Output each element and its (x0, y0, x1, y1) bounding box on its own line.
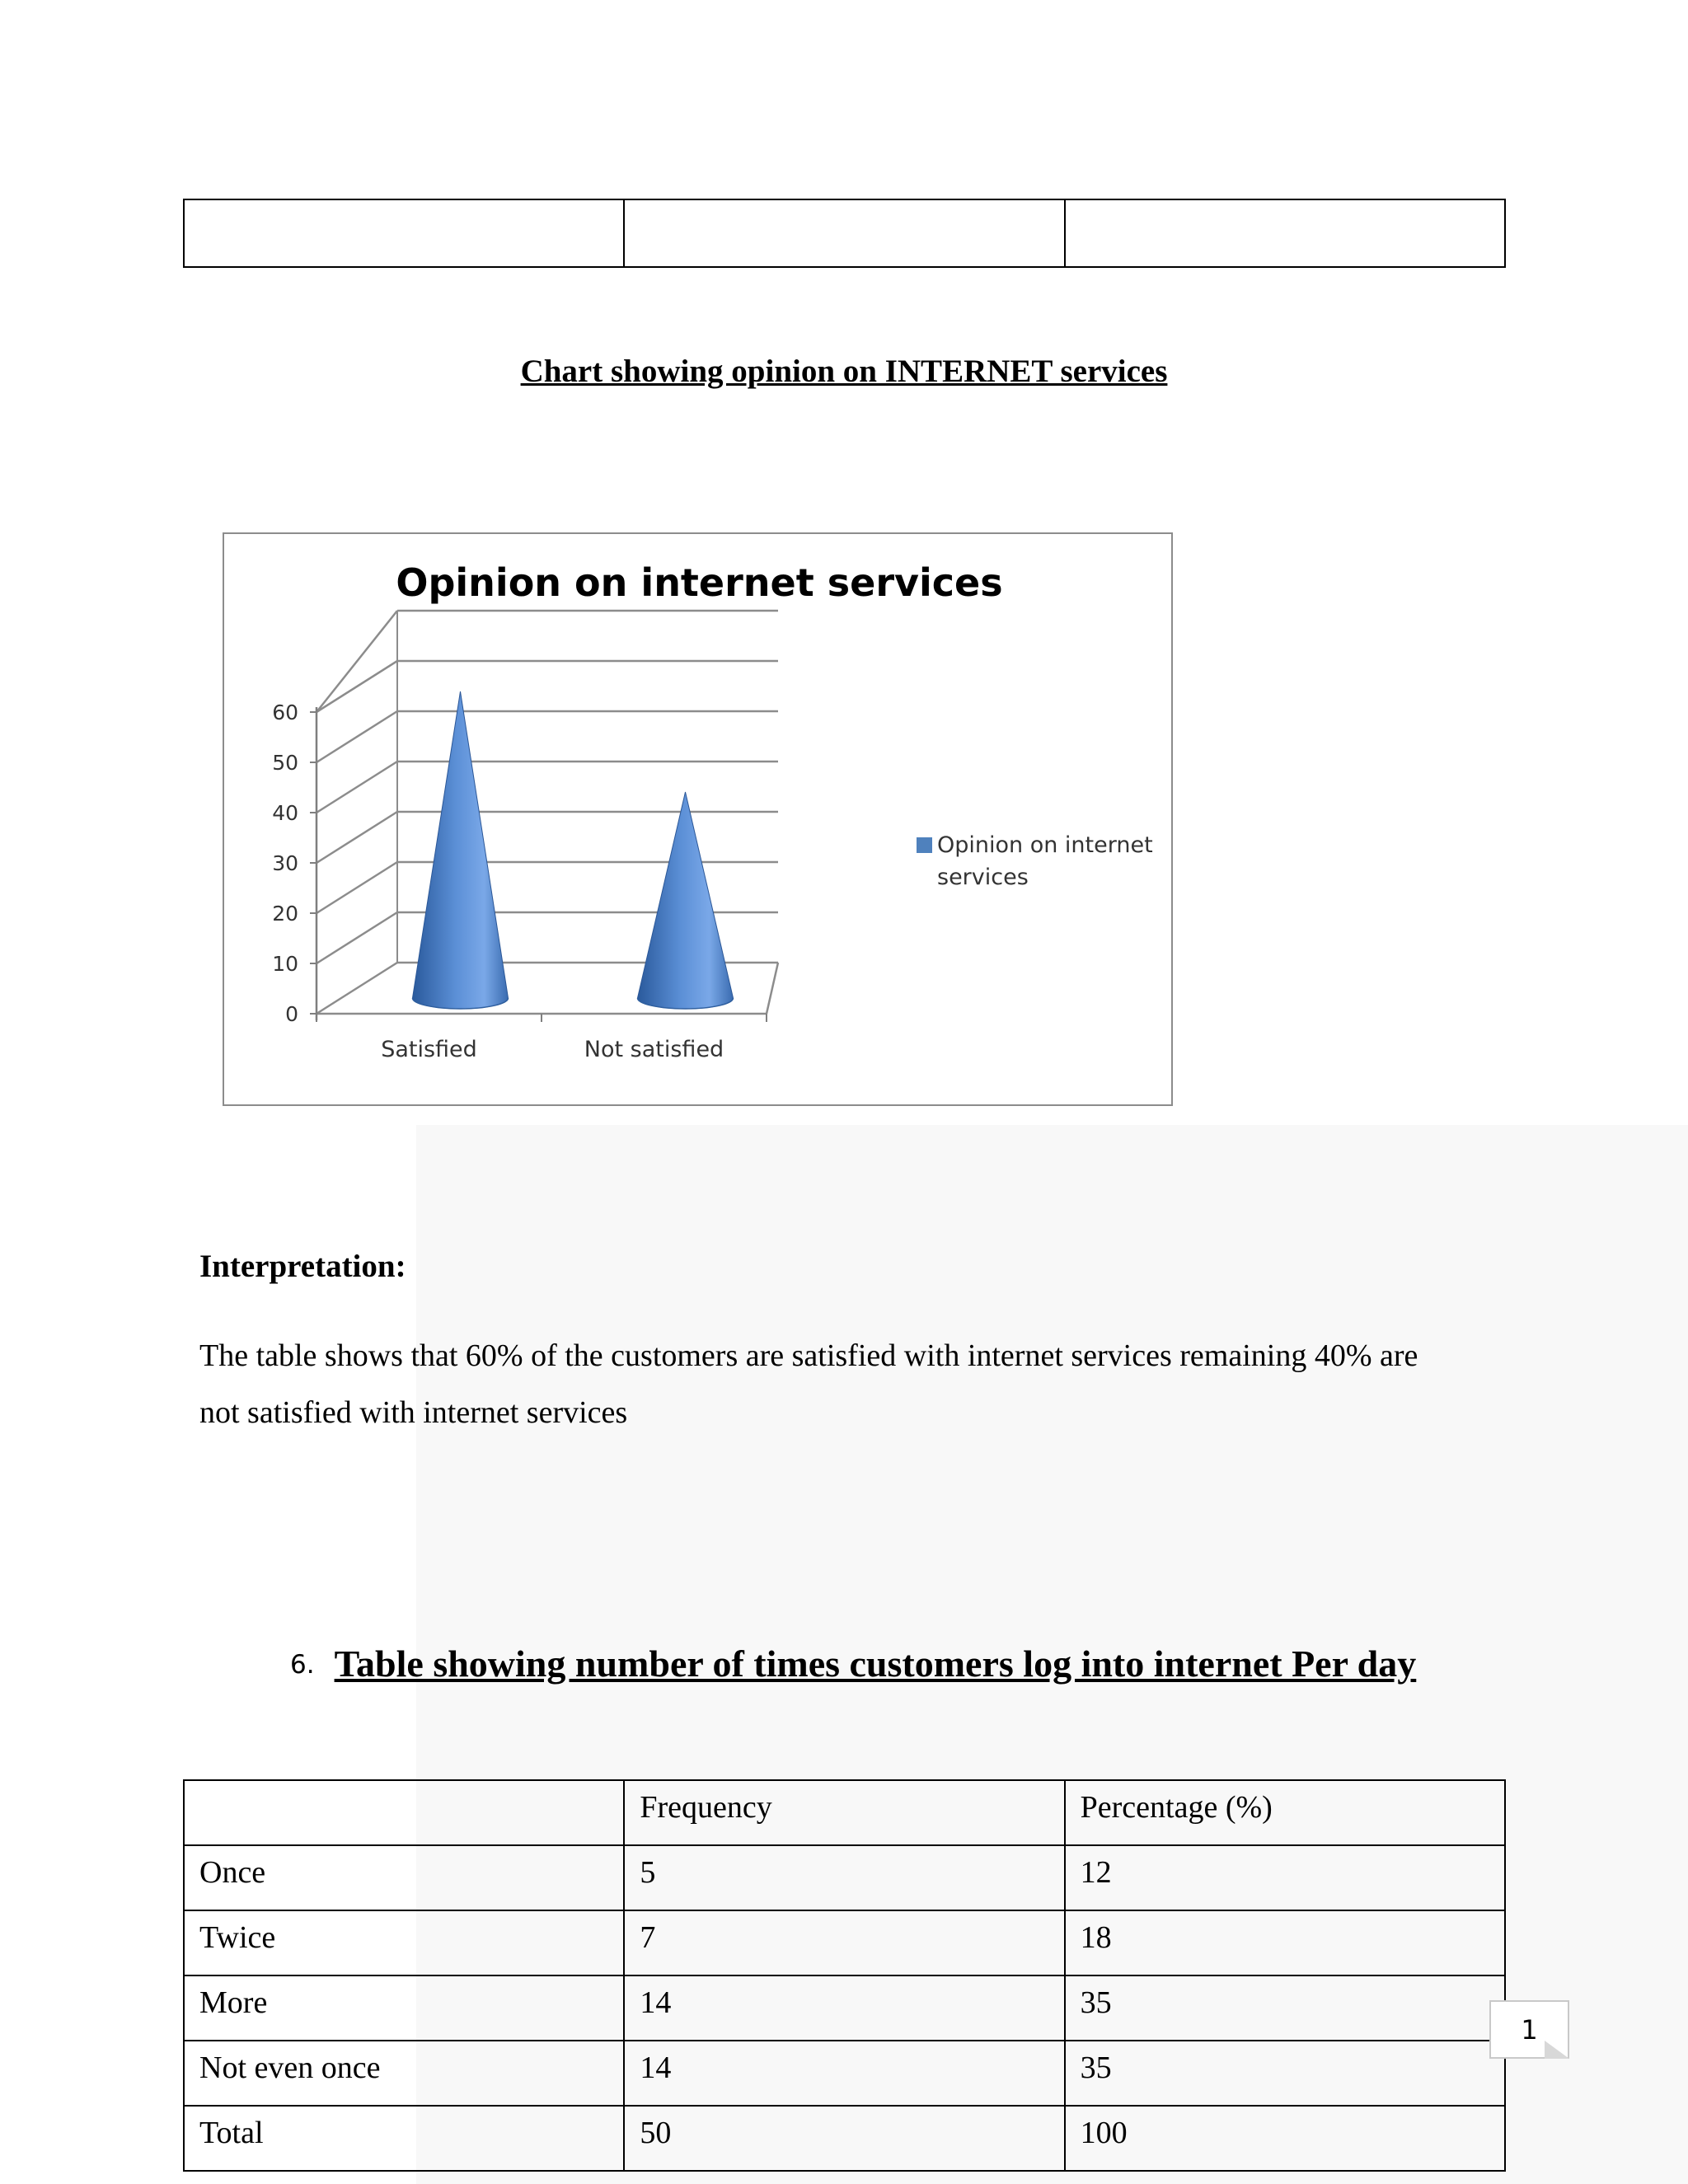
percentage-cell: 18 (1065, 1910, 1505, 1975)
header-cell: Percentage (%) (1065, 1780, 1505, 1845)
gridline-diagonal (316, 661, 397, 712)
cone-body (638, 792, 734, 1009)
interpretation-heading: Interpretation: (199, 1249, 406, 1284)
row-label: Once (184, 1845, 624, 1910)
y-tick-label: 30 (272, 851, 298, 875)
cone-body (413, 691, 509, 1009)
table-row (184, 199, 1505, 267)
header-cell (184, 1780, 624, 1845)
row-label: Total (184, 2106, 624, 2171)
gridline-diagonal (316, 963, 397, 1014)
frequency-cell: 7 (624, 1910, 1064, 1975)
login-frequency-table (183, 1779, 1506, 2172)
table-row (184, 2041, 1505, 2106)
gridline-diagonal (316, 812, 397, 863)
percentage-cell: 12 (1065, 1845, 1505, 1910)
section-title: Table showing number of times customers log into internet Per day (334, 1643, 1417, 1685)
interpretation-text (199, 1328, 1518, 1441)
page-number: 1 (1521, 2014, 1538, 2046)
section-heading (290, 1642, 1416, 1685)
opinion-chart (223, 532, 1173, 1106)
gridline-diagonal (316, 711, 397, 762)
table-cell (1065, 199, 1505, 267)
y-tick-label: 10 (272, 952, 298, 976)
gridline-diagonal (316, 762, 397, 813)
legend-swatch (917, 837, 932, 853)
interpretation-line: not satisfied with internet services (199, 1395, 628, 1430)
frequency-cell: 14 (624, 1975, 1064, 2041)
table-row (184, 1845, 1505, 1910)
chart-title: Opinion on internet services (396, 560, 1003, 605)
table-cell (624, 199, 1064, 267)
y-tick-label: 60 (272, 701, 298, 724)
chart-plot (224, 534, 1175, 1108)
legend-label: Opinion on internet (937, 832, 1153, 858)
row-label: Not even once (184, 2041, 624, 2106)
x-category-label: Not satisfied (584, 1037, 724, 1062)
floor-side-edge (767, 963, 778, 1014)
y-tick-label: 20 (272, 902, 298, 926)
percentage-cell: 100 (1065, 2106, 1505, 2171)
cone-bar (638, 792, 734, 1009)
frequency-cell: 5 (624, 1845, 1064, 1910)
table-cell (184, 199, 624, 267)
row-label: More (184, 1975, 624, 2041)
chart-heading: Chart showing opinion on INTERNET services (520, 354, 1168, 389)
y-tick-label: 0 (285, 1002, 298, 1026)
gridline-diagonal (316, 912, 397, 963)
y-tick-label: 50 (272, 751, 298, 775)
table-header-row (184, 1780, 1505, 1845)
table-row (184, 2106, 1505, 2171)
gridline-diagonal (316, 611, 397, 712)
legend-label-continued: services (937, 865, 1029, 890)
y-tick-label: 40 (272, 801, 298, 825)
gridline-diagonal (316, 862, 397, 913)
frequency-cell: 50 (624, 2106, 1064, 2171)
table-row (184, 1910, 1505, 1975)
row-label: Twice (184, 1910, 624, 1975)
previous-table-continuation (183, 199, 1506, 268)
percentage-cell: 35 (1065, 1975, 1505, 2041)
frequency-cell: 14 (624, 2041, 1064, 2106)
x-category-label: Satisfied (381, 1037, 477, 1062)
table-row (184, 1975, 1505, 2041)
page-fold-corner (1545, 2041, 1569, 2059)
page-number-badge (1489, 2000, 1569, 2059)
header-cell: Frequency (624, 1780, 1064, 1845)
cone-bar (413, 691, 509, 1009)
chart-legend (917, 829, 1164, 893)
interpretation-line: The table shows that 60% of the customers are satisfied with internet services remaining 40% are (199, 1338, 1418, 1373)
section-number: 6. (290, 1650, 315, 1680)
percentage-cell: 35 (1065, 2041, 1505, 2106)
